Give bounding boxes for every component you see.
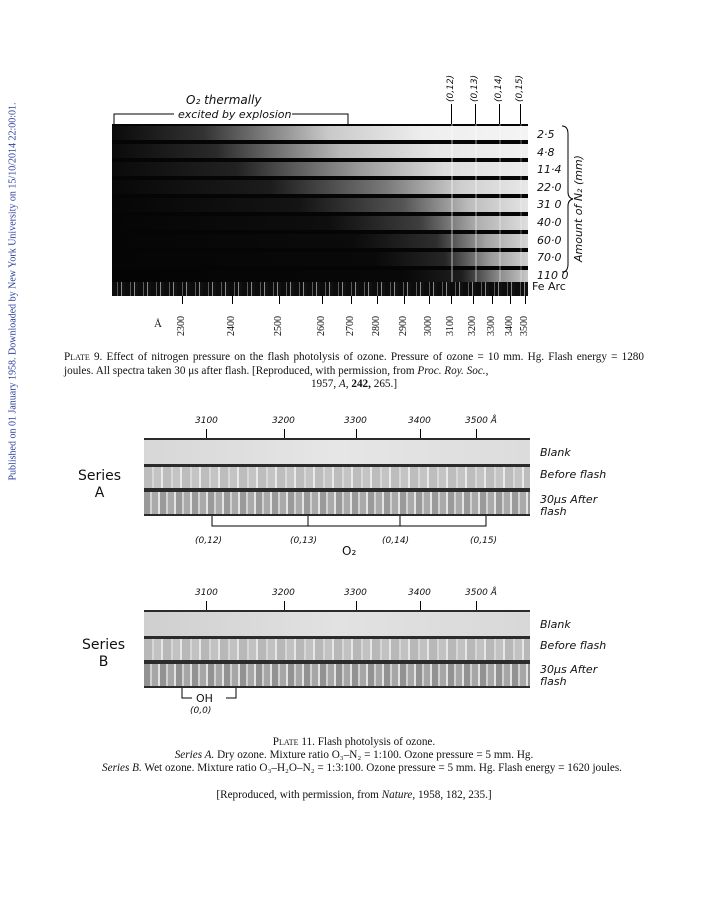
tick — [404, 296, 405, 304]
wavelength-label: 3500 — [519, 316, 530, 336]
tick — [182, 296, 183, 304]
plate9-spectrum — [112, 124, 528, 296]
series-a-row-before: Before flash — [540, 468, 607, 481]
tick — [206, 429, 207, 438]
series-b-row-blank: Blank — [540, 618, 571, 631]
wl-3500: 3500 Å — [465, 588, 497, 598]
caption-label: Plate 11. — [272, 736, 315, 748]
tick — [356, 429, 357, 438]
spectrum-row — [112, 126, 528, 140]
wavelength-label: 2700 — [345, 316, 356, 336]
caption-series: A, — [338, 378, 349, 390]
series-b-row-before: Before flash — [540, 639, 607, 652]
band-label-0-12: (0,12) — [446, 74, 456, 102]
wavelength-label: 3400 — [504, 316, 515, 336]
tick — [279, 296, 280, 304]
plate11-caption-repro — [64, 789, 644, 802]
spectrum-row-after — [144, 492, 530, 514]
tick — [510, 296, 511, 304]
tick — [322, 296, 323, 304]
spectrum-row — [112, 180, 528, 194]
spectrum-row — [112, 252, 528, 266]
spectrum-row — [112, 162, 528, 176]
wavelength-label: 3100 — [445, 316, 456, 336]
caption-repro: [Reproduced, with permission, from — [216, 789, 379, 801]
tick — [476, 429, 477, 438]
wl-3100: 3100 — [195, 416, 218, 426]
tick — [420, 429, 421, 438]
wavelength-label: 2300 — [176, 316, 187, 336]
pressure-label: 4·8 — [537, 145, 555, 159]
pressure-label: 70·0 — [537, 251, 562, 265]
wl-3200: 3200 — [272, 416, 295, 426]
series-b-row-after: 30μs After flash — [540, 663, 598, 688]
band-line — [499, 124, 501, 282]
fe-arc-row — [112, 282, 528, 296]
tick — [284, 429, 285, 438]
wavelength-axis — [112, 296, 528, 340]
o2-label: O₂ — [342, 544, 357, 558]
series-a-word: Series — [78, 468, 122, 484]
series-a-letter: A — [94, 485, 105, 501]
pressure-label: 60·0 — [537, 233, 562, 247]
tick — [420, 601, 421, 610]
bracket-label-line1: O₂ thermally — [186, 93, 262, 107]
band-label-0-15: (0,15) — [515, 74, 525, 102]
caption-journal: Proc. Roy. Soc., — [417, 364, 489, 377]
spectrum-row-blank — [144, 440, 530, 464]
pressure-label: 40·0 — [537, 215, 562, 229]
series-a-row-after: 30μs After flash — [540, 493, 598, 518]
oh-label: OH — [196, 692, 213, 705]
tick — [492, 296, 493, 304]
band-tick — [520, 104, 521, 126]
pressure-label: 31 0 — [537, 198, 562, 212]
tick — [377, 296, 378, 304]
band-label-0-13: (0,13) — [290, 536, 318, 546]
band-label-0-14: (0,14) — [382, 536, 410, 546]
spectrum-row — [112, 216, 528, 230]
spectrum-row-after — [144, 664, 530, 686]
band-label-0-14: (0,14) — [494, 74, 504, 102]
spectrum-row — [112, 198, 528, 212]
pressure-label: 2·5 — [537, 128, 555, 141]
tick — [525, 296, 526, 304]
caption-b-label: Series B. — [102, 762, 142, 774]
wavelength-label: 2500 — [273, 316, 284, 336]
spectrum-row-before — [144, 467, 530, 488]
band-label-0-15: (0,15) — [470, 536, 498, 546]
wavelength-label: 3300 — [486, 316, 497, 336]
wavelength-label: 2900 — [398, 316, 409, 336]
plate11-caption-a — [64, 749, 644, 762]
caption-text: Flash photolysis of ozone. — [317, 736, 436, 748]
o2-band-bracket — [210, 516, 490, 532]
caption-volume: 242, — [351, 378, 371, 390]
tick — [232, 296, 233, 304]
caption-text: Effect of nitrogen pressure on the flash photolysis of ozone. Pressure of ozone = 10 mm. Hg. Flash energy = 1280 joules. All spectra taken 30 μs after flash. [Reproduced, with permission, from — [64, 351, 644, 377]
caption-a-text: Dry ozone. Mixture ratio O₃–N₂ = 1:100. Ozone pressure = 5 mm. Hg. — [217, 749, 534, 761]
wavelength-label: 2400 — [226, 316, 237, 336]
side-download-note: Published on 01 January 1958. Downloaded by New York University on 15/10/2014 22:00:01. — [7, 102, 19, 481]
caption-b-text: Wet ozone. Mixture ratio O₃–H₂O–N₂ = 1:3:100. Ozone pressure = 5 mm. Hg. Flash energy = 1620 joules. — [144, 762, 622, 774]
axis-title-n2: Amount of N₂ (mm) — [572, 155, 585, 262]
tick — [429, 296, 430, 304]
tick — [284, 601, 285, 610]
plate9-caption — [64, 351, 644, 378]
wl-3400: 3400 — [408, 416, 431, 426]
fe-arc-label: Fe Arc — [532, 280, 566, 293]
caption-a-label: Series A. — [174, 749, 215, 761]
series-a-spectrum — [144, 438, 530, 516]
wl-3100: 3100 — [195, 588, 218, 598]
pressure-label: 11·4 — [537, 163, 562, 177]
tick — [351, 296, 352, 304]
series-a-label — [78, 468, 121, 502]
band-label-0-13: (0,13) — [470, 74, 480, 102]
wl-3300: 3300 — [344, 588, 367, 598]
band-line — [520, 124, 522, 282]
wl-3500: 3500 Å — [465, 416, 497, 426]
wl-3400: 3400 — [408, 588, 431, 598]
series-b-word: Series — [82, 637, 126, 653]
spectrum-row-blank — [144, 612, 530, 636]
pressure-label: 110 0 — [537, 268, 569, 282]
tick — [476, 601, 477, 610]
series-b-letter: B — [98, 654, 109, 670]
wl-3200: 3200 — [272, 588, 295, 598]
spectrum-row — [112, 270, 528, 282]
caption-repro-journal: Nature, — [381, 789, 416, 801]
band-tick — [451, 104, 452, 126]
caption-repro-tail: 1958, 182, 235.] — [417, 789, 492, 801]
wavelength-label: 3000 — [423, 316, 434, 336]
tick — [473, 296, 474, 304]
spectrum-row — [112, 234, 528, 248]
band-line — [475, 124, 477, 282]
tick — [451, 296, 452, 304]
pressure-label: 22·0 — [537, 180, 562, 194]
band-tick — [475, 104, 476, 126]
bracket-label-line2: excited by explosion — [178, 108, 292, 121]
spectrum-row-before — [144, 639, 530, 660]
spectrum-row — [112, 144, 528, 158]
tick — [356, 601, 357, 610]
band-tick — [499, 104, 500, 126]
series-a-row-blank: Blank — [540, 446, 571, 459]
plate9-caption-tail — [64, 378, 644, 391]
wavelength-label: 2800 — [371, 316, 382, 336]
wavelength-label: 2600 — [316, 316, 327, 336]
oh-band: (0,0) — [190, 706, 212, 716]
plate11-caption-b — [90, 762, 634, 775]
plate11-caption-title — [64, 736, 644, 749]
caption-year: 1957, — [310, 378, 337, 390]
series-b-label — [82, 637, 125, 671]
caption-label: Plate 9. — [64, 351, 103, 363]
band-label-0-12: (0,12) — [195, 536, 223, 546]
series-b-spectrum — [144, 610, 530, 688]
angstrom-symbol: Å — [154, 318, 162, 330]
band-line — [451, 124, 453, 282]
wl-3300: 3300 — [344, 416, 367, 426]
caption-page: 265.] — [373, 378, 398, 390]
wavelength-label: 3200 — [467, 316, 478, 336]
tick — [206, 601, 207, 610]
